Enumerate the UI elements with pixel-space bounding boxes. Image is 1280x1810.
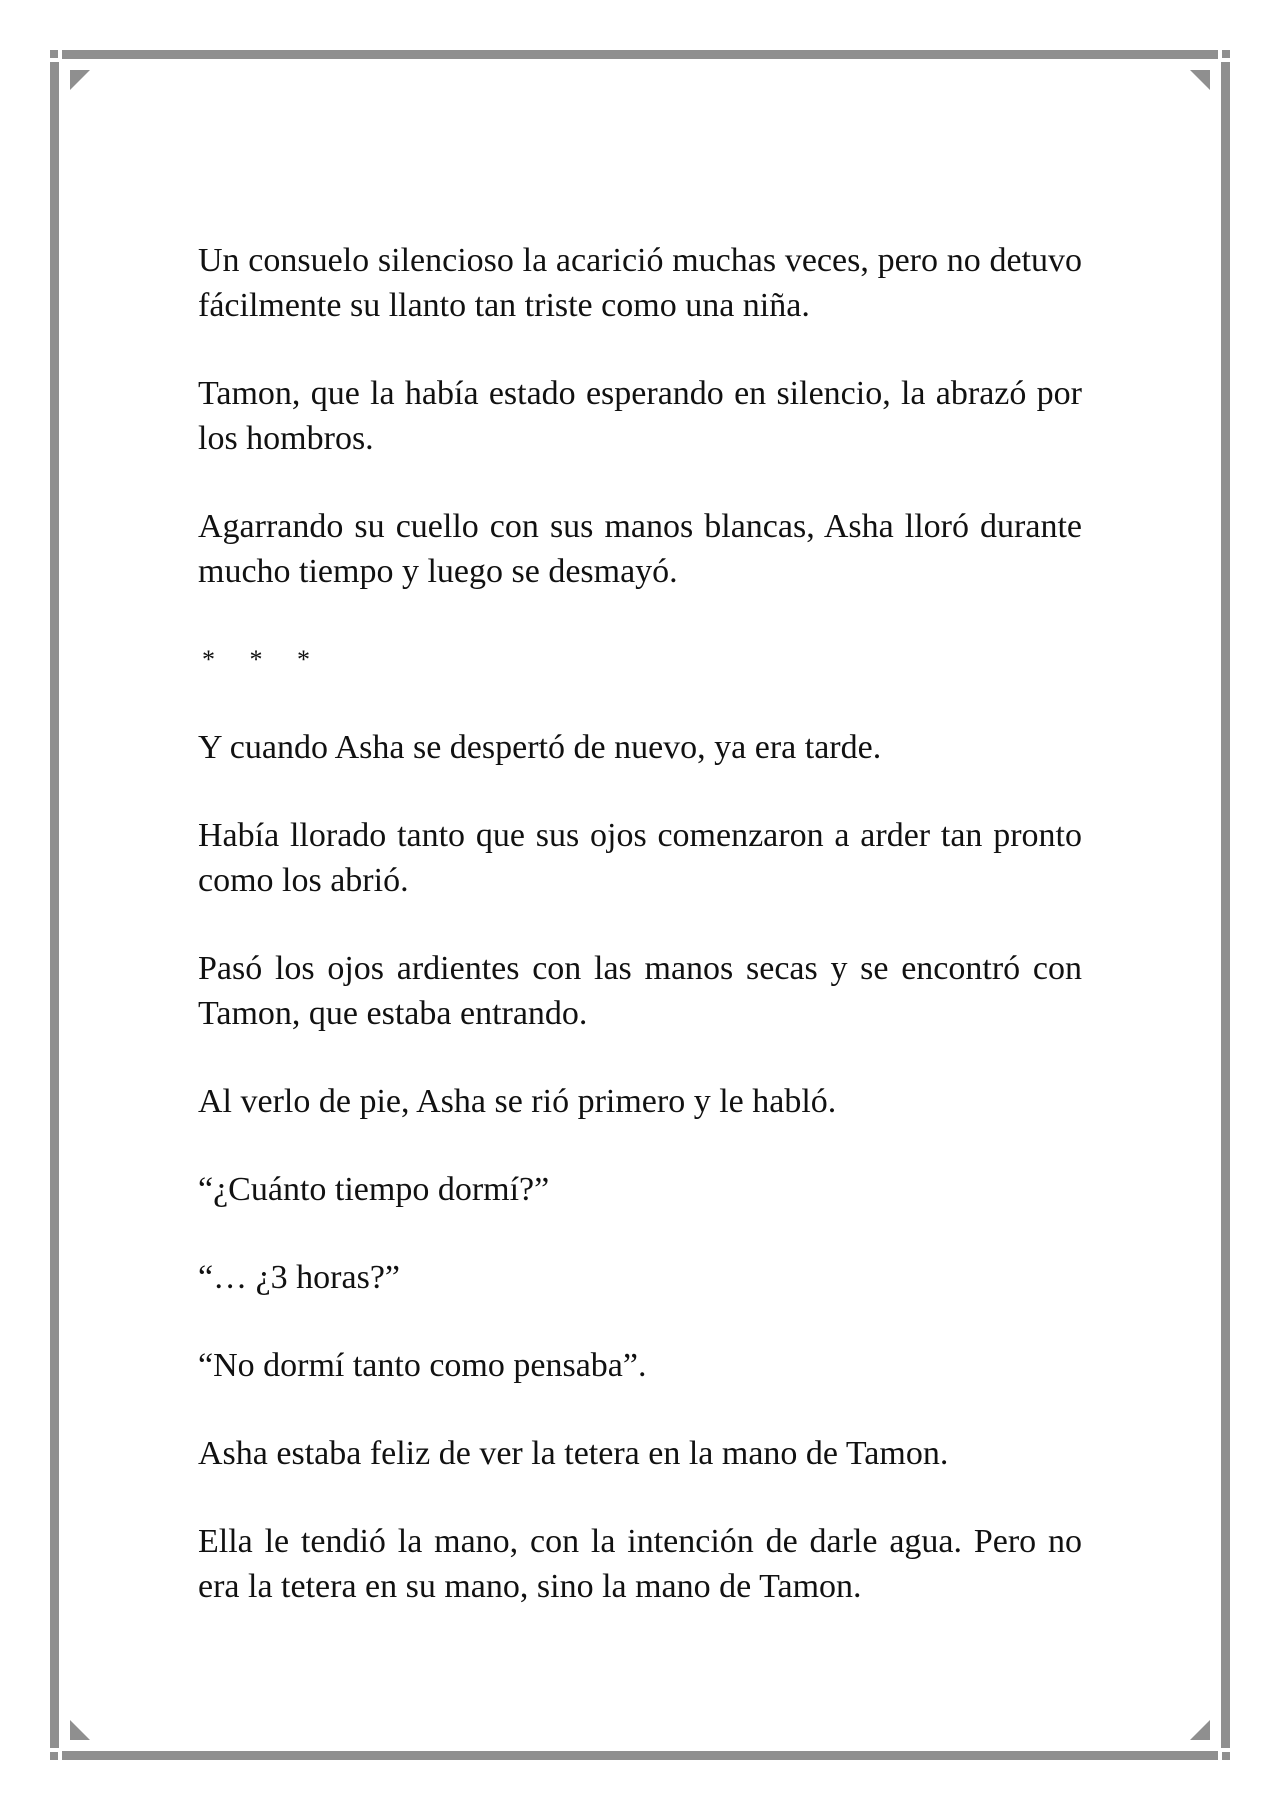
paragraph: Asha estaba feliz de ver la tetera en la mano de Tamon. — [198, 1435, 949, 1472]
paragraph: Un consuelo silencioso la acarició muchas veces, pero no detuvo fácilmente su llanto tan triste como una niña. — [198, 242, 1082, 324]
frame-corner-triangle — [70, 70, 90, 90]
frame-top-border — [62, 50, 1218, 59]
dialogue-line: “No dormí tanto como pensaba”. — [198, 1347, 647, 1384]
frame-corner-ornament — [1222, 1752, 1230, 1760]
page-body — [198, 238, 1082, 1652]
scene-separator: * * * — [202, 645, 324, 674]
frame-right-border — [1221, 62, 1230, 1748]
paragraph: Y cuando Asha se despertó de nuevo, ya era tarde. — [198, 729, 882, 766]
paragraph: Tamon, que la había estado esperando en silencio, la abrazó por los hombros. — [198, 375, 1082, 457]
frame-corner-triangle — [1190, 70, 1210, 90]
frame-corner-triangle — [70, 1720, 90, 1740]
frame-bottom-border — [62, 1751, 1218, 1760]
paragraph: Agarrando su cuello con sus manos blancas, Asha lloró durante mucho tiempo y luego se desmayó. — [198, 508, 1082, 590]
frame-corner-triangle — [1190, 1720, 1210, 1740]
paragraph: Ella le tendió la mano, con la intención de darle agua. Pero no era la tetera en su mano, sino la mano de Tamon. — [198, 1523, 1082, 1605]
frame-corner-ornament — [50, 1752, 58, 1760]
paragraph: Había llorado tanto que sus ojos comenzaron a arder tan pronto como los abrió. — [198, 817, 1082, 899]
frame-left-border — [50, 62, 59, 1748]
frame-corner-ornament — [50, 50, 58, 58]
dialogue-line: “… ¿3 horas?” — [198, 1259, 401, 1296]
paragraph: Al verlo de pie, Asha se rió primero y le habló. — [198, 1083, 837, 1120]
dialogue-line: “¿Cuánto tiempo dormí?” — [198, 1171, 550, 1208]
frame-corner-ornament — [1222, 50, 1230, 58]
paragraph: Pasó los ojos ardientes con las manos secas y se encontró con Tamon, que estaba entrando. — [198, 950, 1082, 1032]
